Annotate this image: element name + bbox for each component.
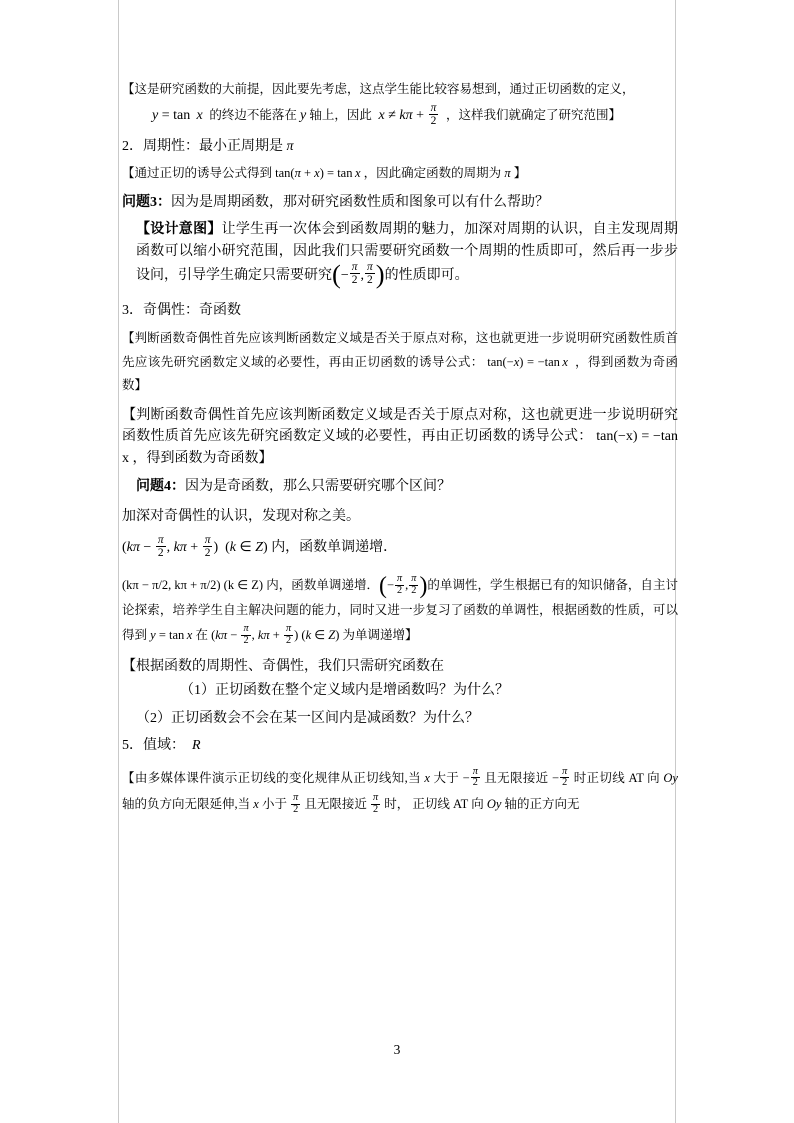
note-text: 【这是研究函数的大前提，因此要先考虑，这点学生能比较容易想到，通过正切函数的定义， <box>122 82 635 96</box>
paragraph-bracket-note-5: 【由多媒体课件演示正切线的变化规律从正切线知,当 x 大于 − $\frac{\pi}{2}$ 且无限接近 − $\frac{\pi}{2}$ 时正切线 AT 向 Oy 轴的负方向无限延伸,当 x 小于 $\frac{\pi}{2}$ 且无限接近 $\frac{\pi}{2}$ 时， 正切线 AT 向 Oy 轴的正方向无 <box>122 765 678 815</box>
math-x: x <box>193 108 203 124</box>
interval-neg-pi2-pi2: (− $\frac{\pi}{2}$ , $\frac{\pi}{2}$ ) <box>379 572 428 599</box>
paragraph-design-intent-2 <box>122 476 678 498</box>
paragraph-design-intent-3 <box>122 708 678 730</box>
paragraph-question-4 <box>122 405 678 470</box>
left-margin-rule <box>118 0 119 1123</box>
design-intent-tail: 的性质即可。 <box>384 267 469 283</box>
question-text: （1）正切函数在整个定义域内是增函数吗？为什么？ <box>180 682 509 698</box>
note-text: (kπ − π/2, kπ + π/2) (k ∈ Z) 内，函数单调递增． <box>122 577 380 592</box>
page-number: 3 <box>393 1042 401 1057</box>
paragraph-question-5 <box>122 656 678 678</box>
note-text: 【由多媒体课件演示正切线的变化规律从正切线知,当 <box>122 770 425 785</box>
formula-line-monotonic-interval: (kπ − $\frac{\pi}{2}$ , kπ + $\frac{\pi}{2}$ ) (k ∈ Z) 内，函数单调递增． <box>122 534 398 560</box>
paragraph-bracket-note-4: (kπ − π/2, kπ + π/2) (k ∈ Z) 内，函数单调递增．(− $\frac{\pi}{2}$ , $\frac{\pi}{2}$ )的单调性，学生根据已有的知识储备，自主讨论探索，培养学生自主解决问题的能力，同时又进一步复习了函数的单调性，根据函数的性质，可以得到 y = tan x 在 (kπ − $\frac{\pi}{2}$ , kπ + $\frac{\pi}{2}$ ) (k ∈ Z) 为单调递增】 <box>122 572 678 646</box>
paragraph-bracket-note-2: 【通过正切的诱导公式得到 tan(π + x) = tan x ，因此确定函数的周期为 π 】 <box>122 166 527 181</box>
paragraph-design-intent-1 <box>122 219 678 287</box>
paragraph-question-3 <box>122 192 678 214</box>
note-text: 【通过正切的诱导公式得到 <box>122 166 276 181</box>
paragraph-range <box>122 735 678 757</box>
design-intent-label: 【设计意图】 <box>136 222 222 238</box>
monotonicity-text: 加深对奇偶性的认识，发现对称之美。 <box>122 508 360 524</box>
design-intent-text: （2）正切函数会不会在某一区间内是减函数？为什么？ <box>136 710 479 726</box>
design-intent-text: 让学生再一次体会到函数周期的魅力，加深对周期的认识，自主发现周期函数可以缩小研究范围，因此我们只需要研究函数一个周期的性质即可，然后再一步步设问，引导学生确定只需要研究 <box>136 222 679 283</box>
range-text: 5．值域： <box>122 738 192 754</box>
formula-line-domain: y = tan x 的终边不能落在 y 轴上，因此 x ≠ kπ + $\frac{\pi}{2}$ ，这样我们就确定了研究范围】 <box>152 102 621 128</box>
parity-text: 3．奇偶性：奇函数 <box>122 302 241 318</box>
paragraph-parity <box>122 300 678 322</box>
math-tan: tan <box>173 108 191 124</box>
question-text: 【判断函数奇偶性首先应该判断函数定义域是否关于原点对称，这也就更进一步说明研究函数性质首先应该先研究函数定义域的必要性，再由正切函数的诱导公式： tan(−x) = −tan x ，得到函数为奇函数】 <box>122 407 678 467</box>
question-label: 问题3： <box>122 194 171 210</box>
note-text: 【判断函数奇偶性首先应该判断函数定义域是否关于原点对称，这也就更进一步说明研究函数性质首先应该先研究函数定义域的必要性，再由正切函数的诱导公式： <box>122 331 678 369</box>
design-intent-label: 问题4： <box>136 478 185 494</box>
note-text-2: 的单调性，学生根据已有的知识储备，自主讨论探索，培养学生自主解决问题的能力，同时又进一步复习了函数的单调性，根据函数的性质，可以得到 <box>122 577 678 643</box>
paragraph-monotonicity <box>122 506 678 528</box>
design-intent-text: 因为是奇函数，那么只需要研究哪个区间？ <box>185 478 451 494</box>
question-text: 【根据函数的周期性、奇偶性，我们只需研究函数在 <box>122 659 444 675</box>
question-text: 因为是周期函数，那对研究函数性质和图象可以有什么帮助？ <box>171 194 549 210</box>
paragraph-bracket-note-3: 【判断函数奇偶性首先应该判断函数定义域是否关于原点对称，这也就更进一步说明研究函数性质首先应该先研究函数定义域的必要性，再由正切函数的诱导公式： tan(−x) = −tan x ，得到函数为奇函数】 <box>122 331 678 392</box>
interval-neg-pi2-pi2: (− $\frac{\pi}{2}$ , $\frac{\pi}{2}$ ) <box>332 258 385 289</box>
math-R: R <box>192 738 201 754</box>
math-y: y <box>152 108 159 124</box>
fraction-pi-over-2: $\frac{\pi}{2}$ <box>430 102 437 128</box>
paragraph-bracket-note-1 <box>122 80 678 99</box>
document-body <box>122 80 678 819</box>
note-text-segment: 的终边不能落在 <box>206 108 301 123</box>
periodicity-text: 2．周期性：最小正周期是 <box>122 139 287 155</box>
math-pi: π <box>286 139 294 155</box>
paragraph-question-5-part-2 <box>122 680 678 702</box>
paragraph-periodicity <box>122 136 678 158</box>
